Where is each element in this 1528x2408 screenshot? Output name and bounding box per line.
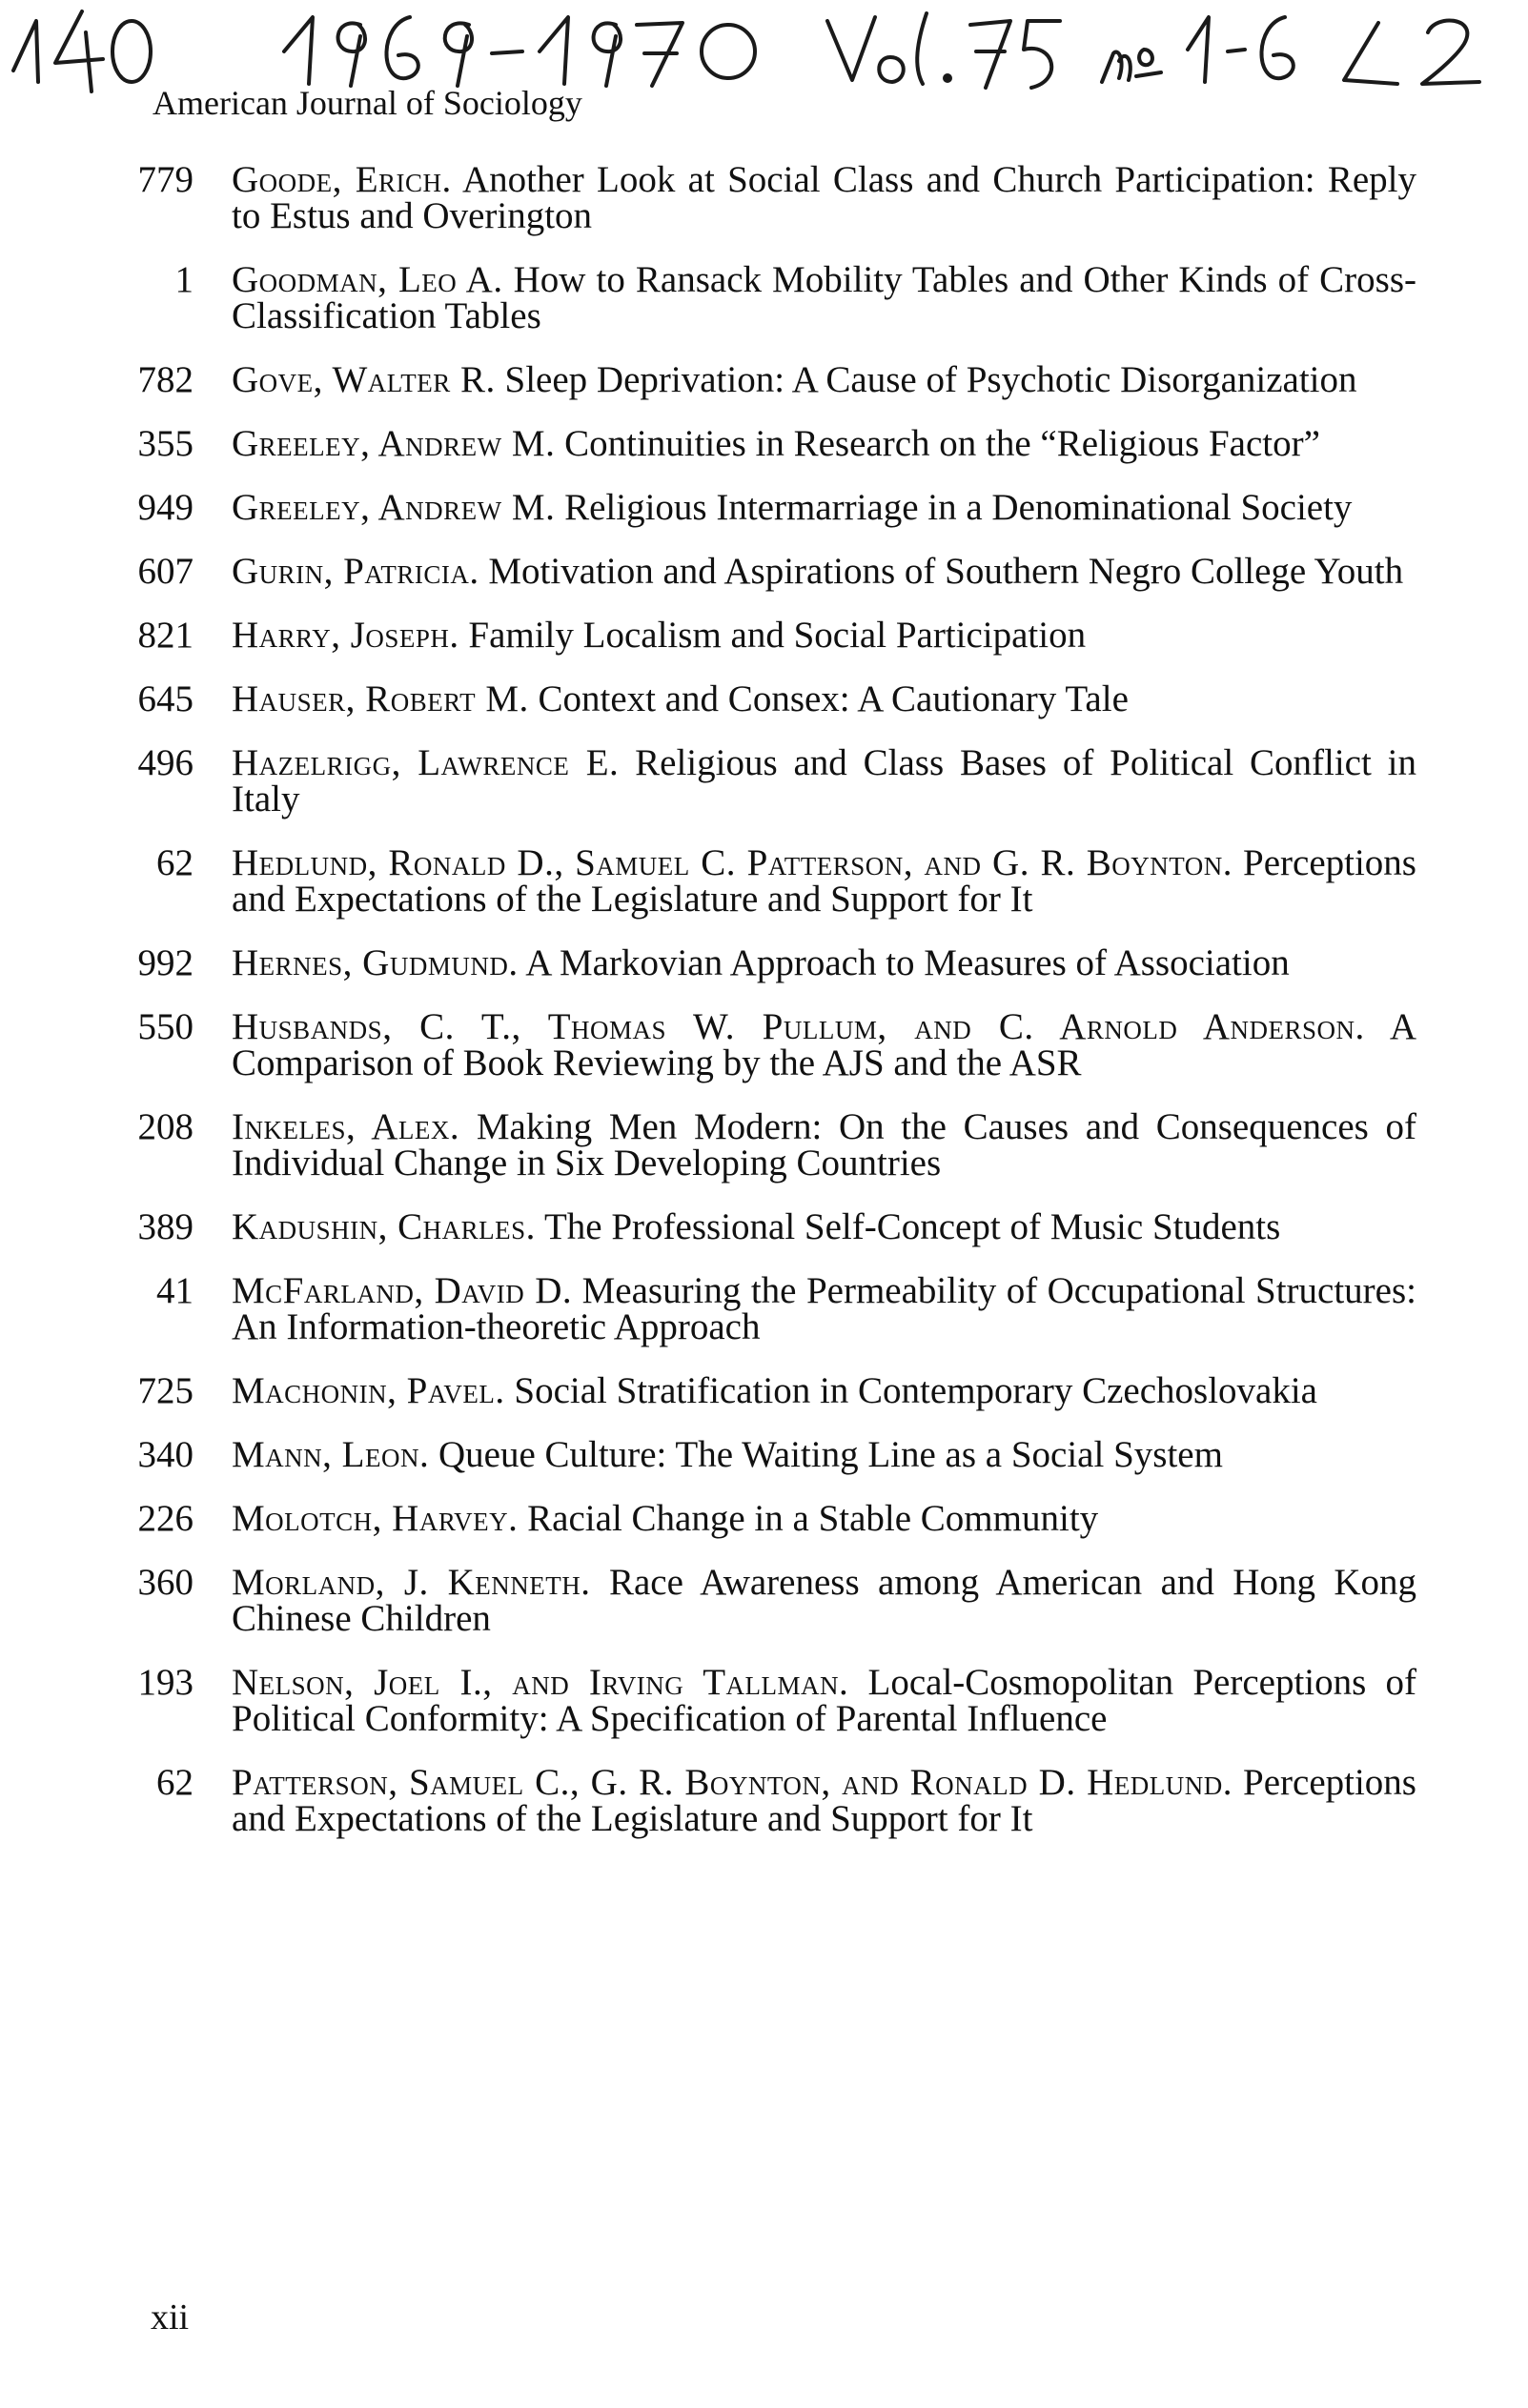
entry-page-number: 725: [137, 1370, 194, 1411]
entry-page-number: 193: [137, 1662, 194, 1703]
entry-title: Social Stratification in Contemporary Czechoslovakia: [514, 1370, 1317, 1411]
index-entry: [0, 617, 1528, 654]
entry-page-number: 360: [137, 1562, 194, 1603]
entry-title: Continuities in Research on the “Religious Factor”: [564, 423, 1320, 464]
entry-author: Morland, J. Kenneth.: [232, 1562, 591, 1603]
entry-text: [232, 1370, 1416, 1411]
entry-title: Perceptions and Expectations of the Legislature and Support for It: [232, 1762, 1416, 1839]
index-entry: [0, 487, 1528, 528]
entry-author: McFarland, David D.: [232, 1270, 573, 1311]
entry-text: [232, 1662, 1417, 1739]
index-entry: [0, 259, 1528, 336]
entry-text: [232, 359, 1416, 400]
entry-text: [232, 1762, 1416, 1839]
index-entry: [0, 742, 1528, 820]
index-entry: [0, 1106, 1528, 1184]
entry-text: [232, 1434, 1416, 1475]
entry-author: Hedlund, Ronald D., Samuel C. Patterson, and G. R. Boynton.: [232, 842, 1233, 883]
entry-page-number: 496: [137, 742, 194, 783]
entry-title: How to Ransack Mobility Tables and Other Kinds of Cross-Classification Tables: [232, 259, 1416, 336]
entry-text: [232, 1498, 1416, 1539]
index-entry: [0, 1762, 1528, 1839]
entry-page-number: 41: [156, 1270, 194, 1311]
entry-page-number: 607: [137, 551, 194, 592]
entry-title: Local-Cosmopolitan Perceptions of Political Conformity: A Specification of Parental Influence: [232, 1662, 1417, 1739]
entry-author: Gove, Walter R.: [232, 359, 496, 400]
entry-text: [232, 742, 1416, 820]
entry-author: Inkeles, Alex.: [232, 1106, 460, 1147]
entry-title: Context and Consex: A Cautionary Tale: [538, 678, 1129, 719]
entry-page-number: 992: [137, 942, 194, 983]
entry-author: Harry, Joseph.: [232, 615, 459, 656]
index-entry: [0, 1370, 1528, 1411]
entry-page-number: 389: [137, 1206, 194, 1247]
entry-text: [232, 1206, 1416, 1247]
index-entry: [0, 1498, 1528, 1539]
index-entry: [0, 842, 1528, 920]
entry-page-number: 62: [156, 1762, 194, 1803]
entry-text: [232, 259, 1416, 336]
entry-author: Kadushin, Charles.: [232, 1206, 536, 1247]
index-entries: [0, 159, 1528, 1865]
index-entry: [0, 1662, 1528, 1739]
entry-author: Patterson, Samuel C., G. R. Boynton, and Ronald D. Hedlund.: [232, 1762, 1233, 1803]
page-folio: xii: [151, 2297, 190, 2337]
entry-title: A Markovian Approach to Measures of Association: [525, 942, 1290, 983]
entry-title: Motivation and Aspirations of Southern Negro College Youth: [488, 551, 1404, 592]
entry-title: Family Localism and Social Participation: [468, 615, 1087, 656]
entry-text: [232, 617, 1416, 654]
entry-page-number: 949: [137, 487, 194, 528]
entry-author: Hazelrigg, Lawrence E.: [232, 742, 620, 783]
entry-page-number: 782: [137, 359, 194, 400]
entry-page-number: 779: [137, 159, 194, 200]
entry-page-number: 821: [137, 615, 194, 656]
index-entry: [0, 942, 1528, 983]
entry-title: Measuring the Permeability of Occupational Structures: An Information-theoretic Approach: [232, 1270, 1416, 1347]
entry-author: Husbands, C. T., Thomas W. Pullum, and C. Arnold Anderson.: [232, 1006, 1365, 1047]
index-entry: [0, 1562, 1528, 1639]
entry-title: Making Men Modern: On the Causes and Consequences of Individual Change in Six Developing Countries: [232, 1106, 1417, 1184]
index-entry: [0, 1006, 1528, 1083]
entry-page-number: 645: [137, 678, 194, 719]
entry-page-number: 340: [137, 1434, 194, 1475]
entry-title: Racial Change in a Stable Community: [527, 1498, 1099, 1539]
entry-title: A Comparison of Book Reviewing by the AJS and the ASR: [232, 1006, 1416, 1083]
index-entry: [0, 1270, 1528, 1347]
entry-title: Religious Intermarriage in a Denominational Society: [564, 487, 1353, 528]
entry-author: Hernes, Gudmund.: [232, 942, 519, 983]
entry-text: [232, 842, 1416, 920]
entry-author: Hauser, Robert M.: [232, 678, 529, 719]
entry-author: Molotch, Harvey.: [232, 1498, 519, 1539]
entry-title: Queue Culture: The Waiting Line as a Social System: [438, 1434, 1223, 1475]
index-entry: [0, 359, 1528, 400]
index-entry: [0, 1434, 1528, 1475]
entry-text: [232, 942, 1416, 983]
running-head: American Journal of Sociology: [153, 84, 582, 122]
entry-text: [232, 1106, 1417, 1184]
entry-text: [232, 678, 1416, 719]
entry-text: [232, 1270, 1416, 1347]
entry-title: Sleep Deprivation: A Cause of Psychotic Disorganization: [504, 359, 1357, 400]
entry-page-number: 226: [137, 1498, 194, 1539]
entry-text: [232, 1562, 1416, 1639]
entry-title: Another Look at Social Class and Church Participation: Reply to Estus and Overington: [232, 159, 1416, 236]
entry-page-number: 62: [156, 842, 194, 883]
entry-title: Perceptions and Expectations of the Legislature and Support for It: [232, 842, 1416, 920]
entry-text: [232, 487, 1416, 528]
index-entry: [0, 423, 1528, 464]
entry-title: Religious and Class Bases of Political Conflict in Italy: [232, 742, 1416, 820]
entry-text: [232, 423, 1416, 464]
index-entry: [0, 678, 1528, 719]
entry-author: Greeley, Andrew M.: [232, 423, 556, 464]
entry-text: [232, 551, 1416, 592]
entry-author: Goodman, Leo A.: [232, 259, 503, 300]
index-entry: [0, 1206, 1528, 1247]
entry-text: [232, 1006, 1416, 1083]
entry-author: Mann, Leon.: [232, 1434, 430, 1475]
entry-author: Goode, Erich.: [232, 159, 452, 200]
entry-author: Greeley, Andrew M.: [232, 487, 556, 528]
entry-page-number: 1: [174, 259, 194, 300]
entry-page-number: 208: [137, 1106, 194, 1147]
entry-title: The Professional Self-Concept of Music Students: [543, 1206, 1281, 1247]
entry-author: Nelson, Joel I., and Irving Tallman.: [232, 1662, 849, 1703]
entry-text: [232, 159, 1416, 236]
entry-title: Race Awareness among American and Hong Kong Chinese Children: [232, 1562, 1416, 1639]
index-entry: [0, 551, 1528, 592]
entry-author: Gurin, Patricia.: [232, 551, 479, 592]
entry-page-number: 550: [137, 1006, 194, 1047]
entry-author: Machonin, Pavel.: [232, 1370, 505, 1411]
entry-page-number: 355: [137, 423, 194, 464]
index-entry: [0, 159, 1528, 236]
